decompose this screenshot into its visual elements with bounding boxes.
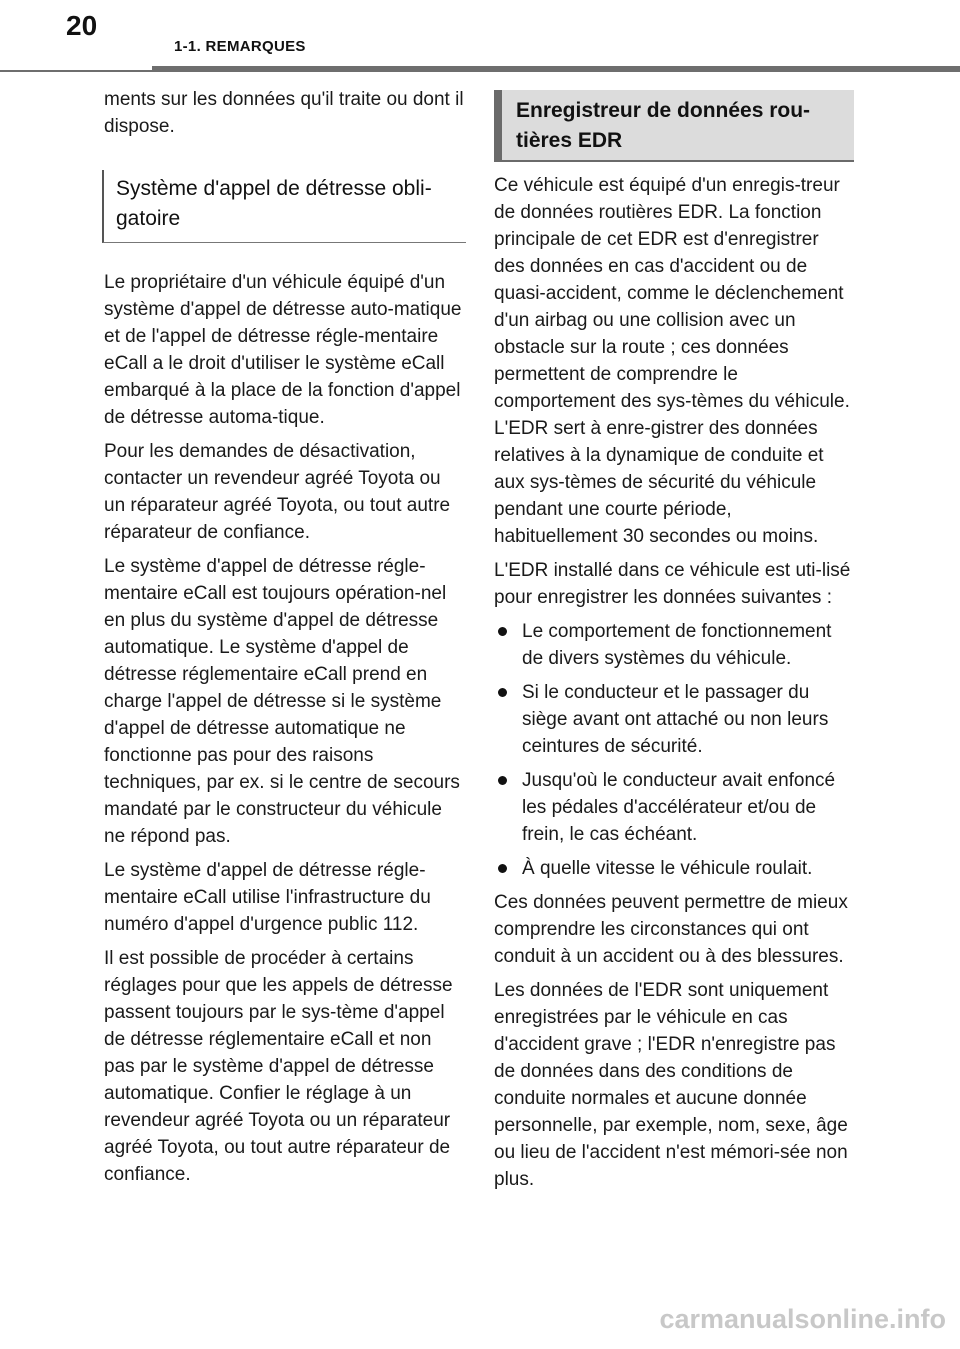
header-rule-left: [0, 70, 152, 72]
paragraph: Les données de l'EDR sont uniquement enregistrées par le véhicule en cas d'accident grave ; l'EDR n'enregistre pas de données dans des conditions de conduite normales et aucune donnée personnelle, par exemple, nom, sexe, âge ou lieu de l'accident n'est mémori-sée non plus.: [494, 980, 848, 1190]
left-column: [104, 86, 466, 1195]
list-item: À quelle vitesse le véhicule roulait.: [494, 855, 854, 882]
section-label: 1-1. REMARQUES: [174, 38, 306, 55]
header-rule: [152, 66, 960, 72]
page-header: [0, 0, 960, 78]
edr-data-list: [494, 618, 854, 882]
paragraph: Ce véhicule est équipé d'un enregis-treur de données routières EDR. La fonction principale de cet EDR est d'enregistrer des données en cas d'accident ou de quasi-accident, comme le déclenchement d'un airbag ou une collision avec un obstacle sur la route ; ces données permettent de comprendre le comportement des sys-tèmes du véhicule. L'EDR sert à enre-gistrer des données relatives à la dynamique de conduite et aux sys-tèmes de sécurité du véhicule pendant une courte période, habituellement 30 secondes ou moins.: [494, 175, 850, 547]
list-item: Jusqu'où le conducteur avait enfoncé les pédales d'accélérateur et/ou de frein, le cas échéant.: [494, 767, 854, 848]
list-item: Si le conducteur et le passager du siège avant ont attaché ou non leurs ceintures de sécurité.: [494, 679, 854, 760]
paragraph: Il est possible de procéder à certains réglages pour que les appels de détresse passent toujours par le sys-tème d'appel de détresse réglementaire eCall et non pas par le système d'appel de détresse automatique. Confier le réglage à un revendeur agréé Toyota ou un réparateur agréé Toyota, ou tout autre réparateur de confiance.: [104, 948, 453, 1185]
paragraph: Le système d'appel de détresse régle-mentaire eCall est toujours opération-nel en plus du système d'appel de détresse automatique. Le système d'appel de détresse réglementaire eCall prend en charge l'appel de détresse si le système d'appel de détresse automatique ne fonctionne pas pour des raisons techniques, par ex. si le centre de secours mandaté par le constructeur du véhicule ne répond pas.: [104, 556, 460, 847]
list-item: Le comportement de fonctionnement de divers systèmes du véhicule.: [494, 618, 854, 672]
page-number-tab: [0, 0, 152, 68]
paragraph: L'EDR installé dans ce véhicule est uti-lisé pour enregistrer les données suivantes :: [494, 560, 851, 608]
edr-section-heading: Enregistreur de données rou-tières EDR: [494, 90, 854, 162]
paragraph: Pour les demandes de désactivation, contacter un revendeur agréé Toyota ou un réparateur agréé Toyota, ou tout autre réparateur de confiance.: [104, 441, 451, 543]
subheading-ecall: Système d'appel de détresse obli-gatoire: [102, 170, 466, 243]
paragraph: Le système d'appel de détresse régle-mentaire eCall utilise l'infrastructure du numéro d'appel d'urgence public 112.: [104, 860, 431, 935]
intro-paragraph: ments sur les données qu'il traite ou dont il dispose.: [104, 89, 464, 137]
paragraph: Ces données peuvent permettre de mieux comprendre les circonstances qui ont conduit à un accident ou à des blessures.: [494, 892, 848, 967]
watermark: carmanualsonline.info: [659, 1304, 946, 1334]
paragraph: Le propriétaire d'un véhicule équipé d'un système d'appel de détresse auto-matique et de l'appel de détresse régle-mentaire eCall a le droit d'utiliser le système eCall embarqué à la place de la fonction d'appel de détresse automa-tique.: [104, 272, 462, 428]
right-column: [494, 172, 854, 1200]
page-number: 20: [66, 10, 98, 41]
